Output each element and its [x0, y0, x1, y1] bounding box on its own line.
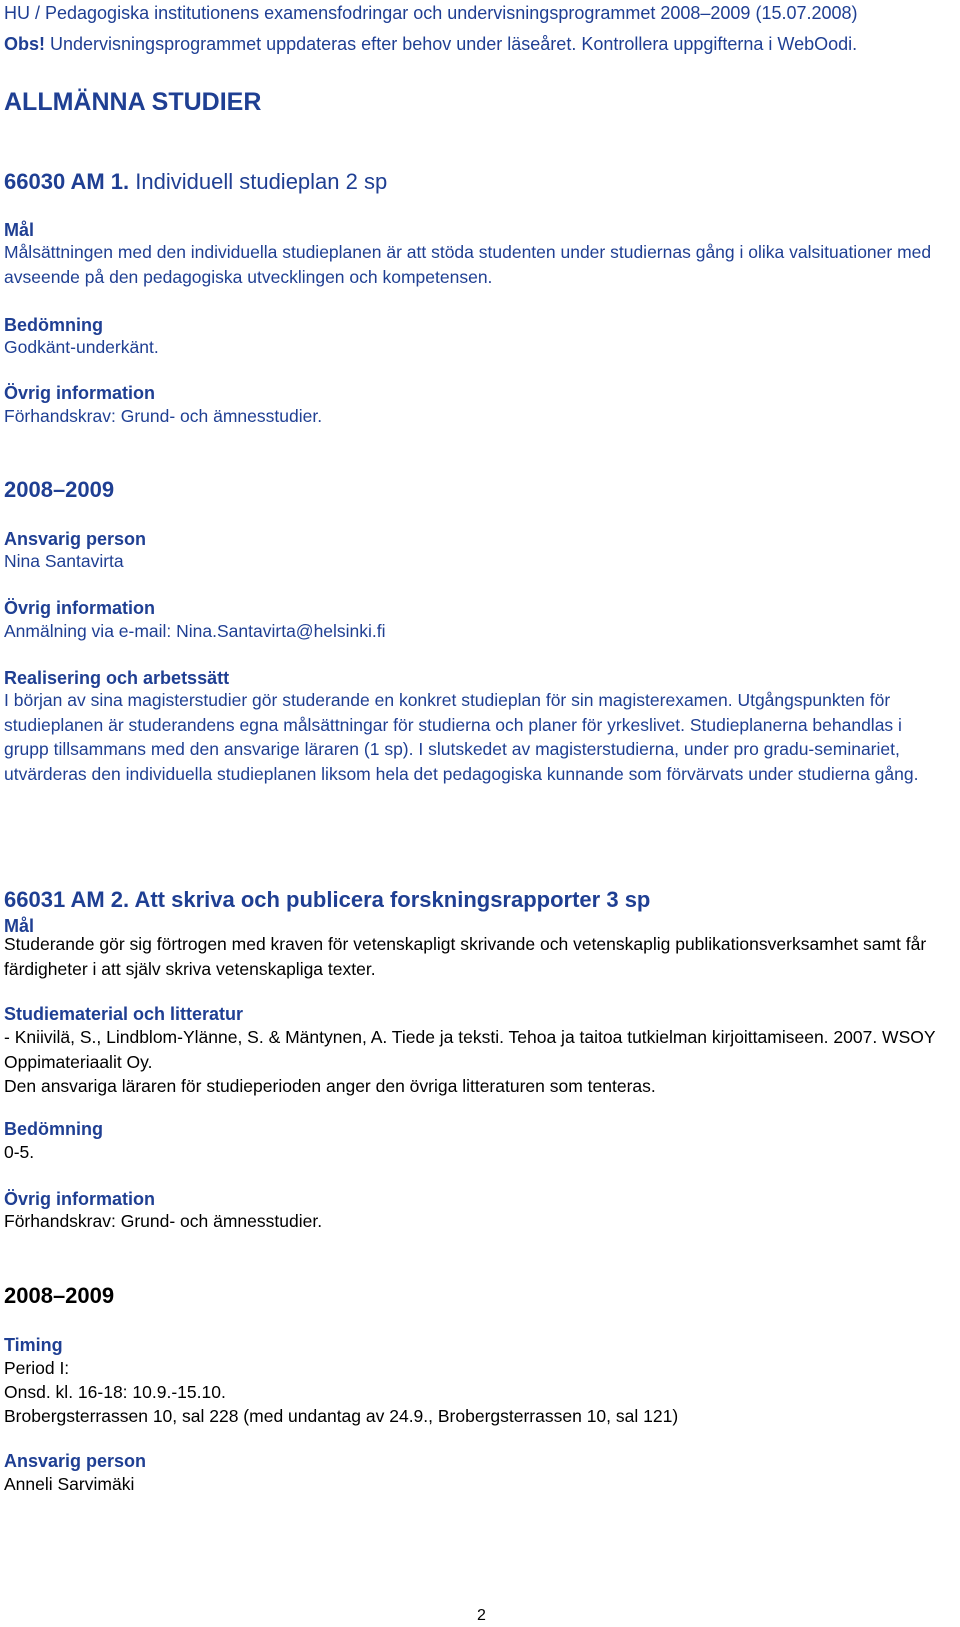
studiematerial-reference: - Kniivilä, S., Lindblom-Ylänne, S. & Mäntynen, A. Tiede ja teksti. Tehoa ja taitoa tutkielman kirjoittamiseen. 2007. WSOY Oppimateriaalit Oy.: [4, 1027, 936, 1072]
studiematerial-label: Studiematerial och litteratur: [4, 1004, 244, 1024]
course-number: 66031 AM 2.: [4, 887, 130, 912]
course-heading-66030: [4, 168, 387, 196]
ovrig-label: Övrig information: [4, 383, 156, 403]
ovrig2-text: Anmälning via e-mail: Nina.Santavirta@helsinki.fi: [4, 621, 386, 641]
timing-period: Period I:: [4, 1358, 70, 1378]
studiematerial-note: Den ansvariga läraren för studieperioden anger den övriga litteraturen som tenteras.: [4, 1076, 656, 1096]
bedomning-label: Bedömning: [4, 315, 103, 335]
ansvarig-label: Ansvarig person: [4, 1451, 147, 1471]
notice-line: [4, 33, 857, 55]
ovrig-text: Förhandskrav: Grund- och ämnesstudier.: [4, 406, 323, 426]
bedomning-label: Bedömning: [4, 1119, 103, 1139]
timing-location: Brobergsterrassen 10, sal 228 (med undantag av 24.9., Brobergsterrassen 10, sal 121): [4, 1406, 679, 1426]
mal-text: Målsättningen med den individuella studieplanen är att stöda studenten under studiernas gång i olika valsituationer med avseende på den pedagogiska utvecklingen och kompetensen.: [4, 242, 932, 287]
ovrig-label: Övrig information: [4, 1189, 156, 1209]
timing-label: Timing: [4, 1335, 63, 1355]
ansvarig-label: Ansvarig person: [4, 529, 147, 549]
mal-label: Mål: [4, 220, 35, 240]
course-title: Individuell studieplan 2 sp: [129, 169, 388, 194]
ansvarig-text: Nina Santavirta: [4, 551, 124, 571]
timing-schedule: Onsd. kl. 16-18: 10.9.-15.10.: [4, 1382, 226, 1402]
bedomning-text: Godkänt-underkänt.: [4, 337, 159, 357]
course-title: Att skriva och publicera forskningsrapporter 3 sp: [129, 887, 651, 912]
realisering-text: I början av sina magisterstudier gör studerande en konkret studieplan för sin magisterexamen. Utgångspunkten för studieplanen är studerandens egna målsättningar för studierna och planer för yrkeslivet. Studieplanerna behandlas i grupp tillsammans med den ansvarige läraren (1 sp). I slutskedet av magisterstudierna, under pro gradu-seminariet, utvärderas den individuella studieplanen liksom hela det pedagogiska kunnande som förvärvats under studierna gång.: [4, 690, 919, 784]
ansvarig-text: Anneli Sarvimäki: [4, 1474, 135, 1494]
mal-label: Mål: [4, 916, 35, 936]
section-title: ALLMÄNNA STUDIER: [4, 88, 262, 116]
mal-text: Studerande gör sig förtrogen med kraven för vetenskapligt skrivande och vetenskaplig publikationsverksamhet samt får färdigheter i att själv skriva vetenskapliga texter.: [4, 934, 927, 979]
year-heading: 2008–2009: [4, 1283, 115, 1308]
running-header: HU / Pedagogiska institutionens examensfodringar och undervisningsprogrammet 2008–2009 (15.07.2008): [4, 3, 858, 23]
notice-text: Undervisningsprogrammet uppdateras efter behov under läseåret. Kontrollera uppgifterna i WebOodi.: [45, 34, 858, 54]
ovrig2-label: Övrig information: [4, 598, 156, 618]
realisering-label: Realisering och arbetssätt: [4, 668, 230, 688]
course-heading-66031: [4, 886, 650, 914]
course-number: 66030 AM 1.: [4, 169, 130, 194]
ovrig-text: Förhandskrav: Grund- och ämnesstudier.: [4, 1211, 323, 1231]
obs-label: Obs!: [4, 34, 46, 54]
year-heading: 2008–2009: [4, 477, 115, 502]
page-number: 2: [477, 1607, 486, 1624]
bedomning-text: 0-5.: [4, 1142, 35, 1162]
